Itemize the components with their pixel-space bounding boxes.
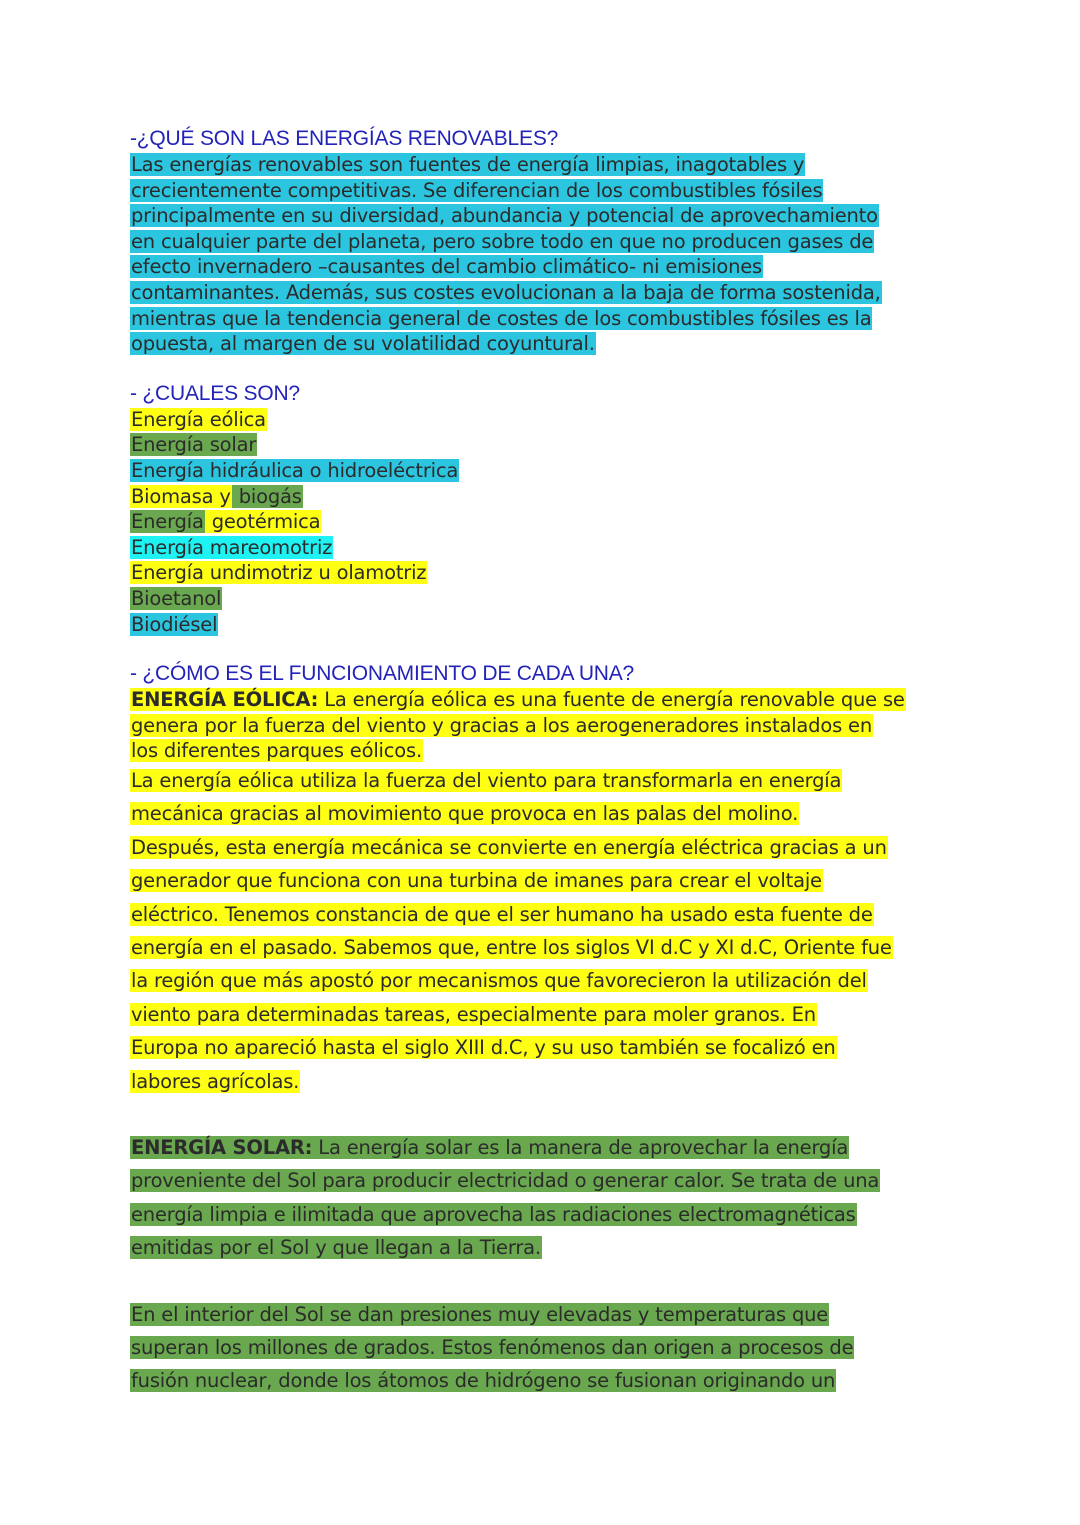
- paragraph-definition: [130, 152, 950, 357]
- list-item-undimotriz: Energía undimotriz u olamotriz: [131, 561, 427, 585]
- paragraph-line: genera por la fuerza del viento y gracias a los aerogeneradores instalados en: [131, 713, 873, 737]
- list-item: [130, 535, 950, 561]
- paragraph-line: generador que funciona con una turbina de imanes para crear el voltaje: [131, 869, 822, 893]
- list-item: [130, 484, 950, 510]
- paragraph-line: mientras que la tendencia general de costes de los combustibles fósiles es la: [131, 306, 872, 330]
- paragraph-line: en cualquier parte del planeta, pero sobre todo en que no producen gases de: [131, 229, 874, 253]
- list-item: [130, 407, 950, 433]
- paragraph-eolica-body: [130, 764, 950, 1098]
- list-item: [130, 509, 950, 535]
- paragraph-line: superan los millones de grados. Estos fenómenos dan origen a procesos de: [131, 1335, 854, 1359]
- list-item-solar: Energía solar: [131, 433, 257, 457]
- label-energia-eolica: ENERGÍA EÓLICA:: [131, 688, 319, 712]
- paragraph-line: eléctrico. Tenemos constancia de que el ser humano ha usado esta fuente de: [131, 902, 873, 926]
- section-heading-funcionamiento: - ¿CÓMO ES EL FUNCIONAMIENTO DE CADA UNA?: [130, 662, 635, 686]
- energy-list: [130, 407, 950, 637]
- list-item: [130, 458, 950, 484]
- paragraph-line: crecientemente competitivas. Se diferencian de los combustibles fósiles: [131, 178, 823, 202]
- section-heading-que-son: -¿QUÉ SON LAS ENERGÍAS RENOVABLES?: [130, 127, 559, 150]
- list-item-biogas: biogás: [232, 484, 302, 508]
- paragraph-line: labores agrícolas.: [131, 1069, 300, 1093]
- list-item-eolica: Energía eólica: [131, 407, 266, 431]
- paragraph-line: los diferentes parques eólicos.: [131, 739, 422, 763]
- paragraph-line: La energía eólica utiliza la fuerza del viento para transformarla en energía: [131, 768, 842, 792]
- paragraph-line: La energía solar es la manera de aprovechar la energía: [312, 1135, 849, 1159]
- list-item-geotermica: geotérmica: [205, 510, 321, 534]
- paragraph-line: mecánica gracias al movimiento que provoca en las palas del molino.: [131, 802, 799, 826]
- list-item: [130, 432, 950, 458]
- list-item-energia: Energía: [131, 510, 204, 534]
- list-item-bioetanol: Bioetanol: [131, 586, 222, 610]
- list-item: [130, 586, 950, 612]
- document-content: [130, 126, 950, 1398]
- list-item-hidraulica: Energía hidráulica o hidroeléctrica: [131, 458, 459, 482]
- paragraph-line: proveniente del Sol para producir electricidad o generar calor. Se trata de una: [131, 1169, 880, 1193]
- list-item: [130, 560, 950, 586]
- label-energia-solar: ENERGÍA SOLAR:: [131, 1135, 313, 1159]
- paragraph-line: energía limpia e ilimitada que aprovecha las radiaciones electromagnéticas: [131, 1202, 856, 1226]
- paragraph-line: contaminantes. Además, sus costes evolucionan a la baja de forma sostenida,: [131, 280, 881, 304]
- paragraph-line: opuesta, al margen de su volatilidad coyuntural.: [131, 332, 595, 356]
- section-heading-cuales-son: - ¿CUALES SON?: [130, 381, 300, 405]
- list-item-biodiesel: Biodiésel: [131, 612, 218, 636]
- paragraph-line: la región que más apostó por mecanismos que favorecieron la utilización del: [131, 969, 867, 993]
- paragraph-line: Después, esta energía mecánica se convierte en energía eléctrica gracias a un: [131, 835, 887, 859]
- paragraph-line: efecto invernadero –causantes del cambio climático- ni emisiones: [131, 255, 762, 279]
- paragraph-line: La energía eólica es una fuente de energía renovable que se: [318, 688, 905, 712]
- paragraph-line: emitidas por el Sol y que llegan a la Tierra.: [131, 1236, 541, 1260]
- list-item: [130, 612, 950, 638]
- paragraph-line: energía en el pasado. Sabemos que, entre los siglos VI d.C y XI d.C, Oriente fue: [131, 935, 892, 959]
- paragraph-line: viento para determinadas tareas, especialmente para moler granos. En: [131, 1002, 816, 1026]
- paragraph-line: En el interior del Sol se dan presiones muy elevadas y temperaturas que: [131, 1302, 829, 1326]
- paragraph-solar-body: [130, 1298, 950, 1398]
- list-item-biomasa: Biomasa y: [131, 484, 231, 508]
- list-item-mareomotriz: Energía mareomotriz: [131, 535, 333, 559]
- paragraph-line: Europa no apareció hasta el siglo XIII d.C, y su uso también se focalizó en: [131, 1036, 836, 1060]
- paragraph-line: Las energías renovables son fuentes de energía limpias, inagotables y: [131, 153, 805, 176]
- paragraph-eolica-intro: [130, 687, 950, 764]
- paragraph-line: principalmente en su diversidad, abundancia y potencial de aprovechamiento: [131, 204, 878, 228]
- paragraph-line: fusión nuclear, donde los átomos de hidrógeno se fusionan originando un: [131, 1369, 836, 1393]
- paragraph-solar-intro: [130, 1131, 950, 1265]
